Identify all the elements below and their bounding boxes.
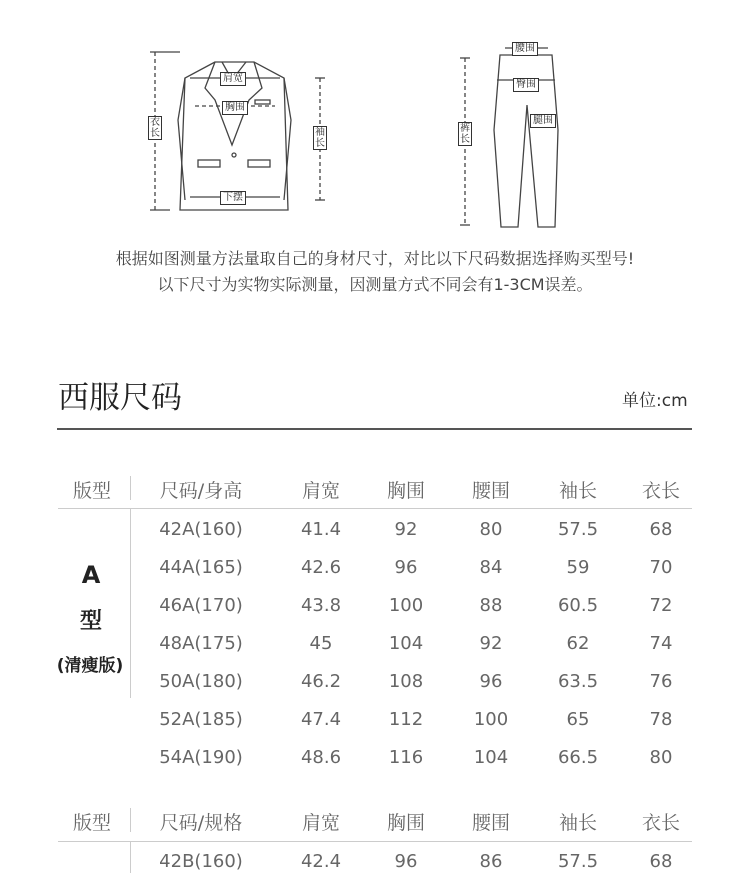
table-cell: 76	[649, 671, 673, 692]
table-cell: 70	[649, 557, 673, 578]
table-cell: 50A(180)	[159, 671, 243, 692]
type-fit: (清瘦版)	[56, 656, 124, 676]
header-shoulder: 肩宽	[301, 480, 341, 502]
section-title: 西服尺码	[58, 380, 182, 416]
table-cell: 42.6	[300, 557, 342, 578]
sleeve-label: 袖长	[315, 127, 325, 149]
pants-length-label: 裤长	[460, 123, 470, 145]
table-cell: 72	[649, 595, 673, 616]
header-divider	[130, 808, 131, 832]
table-cell: 100	[388, 595, 424, 616]
table-cell: 96	[394, 557, 418, 578]
table-cell: 96	[479, 671, 503, 692]
header-divider	[130, 476, 131, 500]
table-cell: 86	[479, 851, 503, 872]
header-rule	[58, 841, 692, 842]
header-shoulder: 肩宽	[301, 812, 341, 834]
table-cell: 96	[394, 851, 418, 872]
header-rule	[58, 508, 692, 509]
table-cell: 65	[566, 709, 590, 730]
table-cell: 52A(185)	[159, 709, 243, 730]
table-cell: 62	[566, 633, 590, 654]
table-cell: 68	[649, 519, 673, 540]
table-cell: 108	[388, 671, 424, 692]
header-length: 衣长	[641, 812, 681, 834]
table-cell: 78	[649, 709, 673, 730]
table-cell: 42B(160)	[159, 851, 243, 872]
measure-note-1: 根据如图测量方法量取自己的身材尺寸，对比以下尺码数据选择购买型号!	[115, 249, 635, 268]
table-cell: 46A(170)	[159, 595, 243, 616]
header-type: 版型	[72, 480, 112, 502]
table-cell: 41.4	[300, 519, 342, 540]
table-cell: 54A(190)	[159, 747, 243, 768]
table-cell: 42.4	[300, 851, 342, 872]
header-waist: 腰围	[471, 480, 511, 502]
title-divider	[57, 428, 692, 430]
table-cell: 44A(165)	[159, 557, 243, 578]
table-cell: 48.6	[300, 747, 342, 768]
table-cell: 92	[394, 519, 418, 540]
unit-label: 单位:cm	[622, 391, 688, 411]
table-cell: 116	[388, 747, 424, 768]
table-cell: 92	[479, 633, 503, 654]
header-sleeve: 袖长	[558, 480, 598, 502]
table-cell: 43.8	[300, 595, 342, 616]
table-cell: 45	[309, 633, 333, 654]
table-cell: 68	[649, 851, 673, 872]
type-divider	[130, 841, 131, 873]
table-cell: 104	[473, 747, 509, 768]
table-cell: 48A(175)	[159, 633, 243, 654]
measure-note-2: 以下尺寸为实物实际测量，因测量方式不同会有1-3CM误差。	[157, 275, 593, 294]
thigh-label: 腿围	[530, 114, 556, 128]
header-chest: 胸围	[386, 812, 426, 834]
table-cell: 74	[649, 633, 673, 654]
header-waist: 腰围	[471, 812, 511, 834]
table-cell: 57.5	[557, 519, 599, 540]
waist-label: 腰围	[512, 42, 538, 56]
table-cell: 112	[388, 709, 424, 730]
header-length: 衣长	[641, 480, 681, 502]
table-cell: 47.4	[300, 709, 342, 730]
table-cell: 100	[473, 709, 509, 730]
table-cell: 104	[388, 633, 424, 654]
table-cell: 80	[649, 747, 673, 768]
table-cell: 80	[479, 519, 503, 540]
type-divider	[130, 508, 131, 698]
shoulder-label: 肩宽	[220, 72, 246, 86]
table-cell: 42A(160)	[159, 519, 243, 540]
header-chest: 胸围	[386, 480, 426, 502]
table-cell: 84	[479, 557, 503, 578]
chest-label: 胸围	[222, 101, 248, 115]
table-cell: 63.5	[557, 671, 599, 692]
type-letter: A	[81, 561, 101, 589]
hem-label: 下摆	[220, 191, 246, 205]
header-size: 尺码/规格	[159, 812, 243, 834]
measurement-diagram	[0, 0, 750, 235]
table-cell: 60.5	[557, 595, 599, 616]
table-cell: 46.2	[300, 671, 342, 692]
header-size: 尺码/身高	[159, 480, 243, 502]
table-cell: 57.5	[557, 851, 599, 872]
garment-illustration	[0, 0, 750, 235]
header-type: 版型	[72, 812, 112, 834]
table-cell: 59	[566, 557, 590, 578]
hip-label: 臀围	[513, 78, 539, 92]
table-cell: 66.5	[557, 747, 599, 768]
table-cell: 88	[479, 595, 503, 616]
length-label: 衣长	[150, 117, 160, 139]
header-sleeve: 袖长	[558, 812, 598, 834]
type-word: 型	[79, 609, 103, 634]
